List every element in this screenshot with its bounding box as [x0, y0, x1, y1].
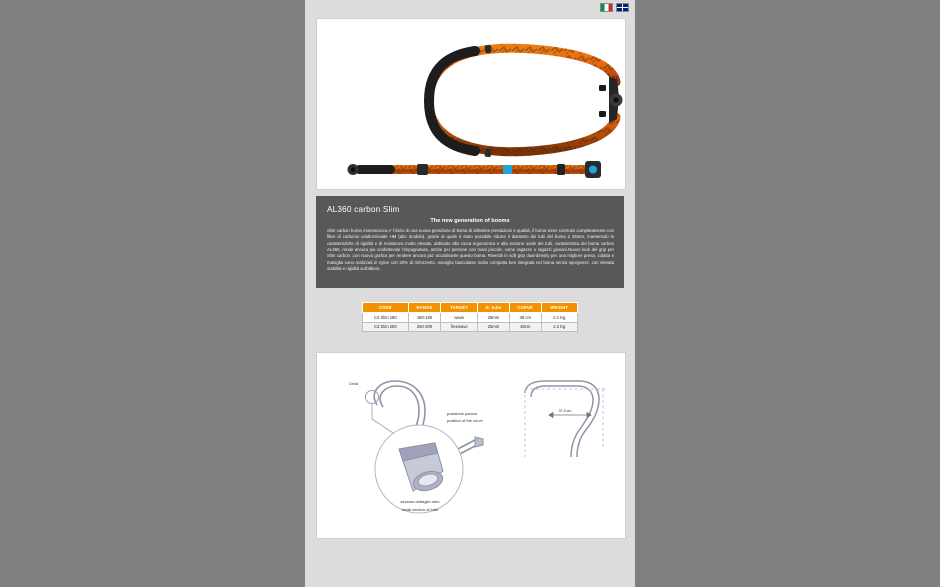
boom-product-photo: [317, 19, 625, 189]
curve-measure-label: 37.5 cm: [558, 409, 572, 413]
product-title: AL360 carbon Slim: [327, 205, 400, 214]
italian-flag-icon[interactable]: [600, 3, 613, 12]
th-range: RANGE: [408, 303, 441, 313]
section-caption-it: sezione dettaglio tubo: [400, 499, 440, 504]
cell-curve: 38 cm: [509, 313, 541, 323]
cell-curve: 38cm: [509, 322, 541, 332]
table-row: [363, 322, 578, 332]
table-row: [363, 313, 578, 323]
detail-label: Detail: [349, 382, 359, 386]
th-dtube: D. tube: [478, 303, 510, 313]
curve-caption-it: posizione pancia: [447, 411, 477, 416]
spec-table: [362, 302, 578, 332]
cell-weight: 2.2 Kg: [541, 322, 577, 332]
cell-code: C3 Slim 180: [363, 313, 409, 323]
cell-weight: 2.1 Kg: [541, 313, 577, 323]
cell-target: freewave: [441, 322, 478, 332]
product-description-text: Slim carbon boma monoscocca e' l'inizio di una nuova gerazione di boma di altissime prestazioni e qualità, il boma viene costruito completamente con fibre di carbonio unidirezionale HM (alto modulo), grazie al quale è stato possibile ridurre il diametro dei tubi del boma a 25mm, mantenedo le caratteristiche di rigidità e di resistenza molto elevate, abbinato alla curva ergonomica e alla sezione ovale dei tubi, caratteristica del boma carbon AL360, rende ancora piu confortevole l'impugnatura, anche per persone con mani piccole, come ragazze o ragazzi giovani.Nuovo look del grip per Slim carbon ,con nuova grafica per rendere ancora piu' accattivante questo boma. Rivestiti in soft grip dual-density per una migliore presa, culatta e maniglia sono realizzati in nylon con 20% di rinforzento, maniglia basculante molto compatta ben integrata nel boma senza sporgenze, con elevata stabilità e rigidità sull'albero.: [327, 228, 614, 272]
th-weight: WEIGHT: [541, 303, 577, 313]
technical-drawing-panel: [316, 352, 626, 539]
cell-dtube: 25mm: [478, 322, 510, 332]
english-flag-icon[interactable]: [616, 3, 629, 12]
product-subtitle: The new generation of booms: [430, 218, 510, 224]
cell-code: C3 Slim 250: [363, 322, 409, 332]
language-selector[interactable]: [600, 3, 629, 12]
product-description-panel: [316, 196, 624, 288]
cell-target: wave: [441, 313, 478, 323]
cell-dtube: 25mm: [478, 313, 510, 323]
curve-caption-en: position of the curve: [447, 418, 483, 423]
product-photo-panel: [316, 18, 626, 190]
section-caption-en: detail section of tube: [401, 507, 439, 512]
table-header-row: [363, 303, 578, 313]
cell-range: 180-190: [408, 313, 441, 323]
th-code: CODE: [363, 303, 409, 313]
th-curve: CURVE: [509, 303, 541, 313]
cell-range: 250-200: [408, 322, 441, 332]
spec-table-wrapper: [362, 302, 578, 332]
product-sheet-page: [305, 0, 635, 587]
th-target: TARGET: [441, 303, 478, 313]
